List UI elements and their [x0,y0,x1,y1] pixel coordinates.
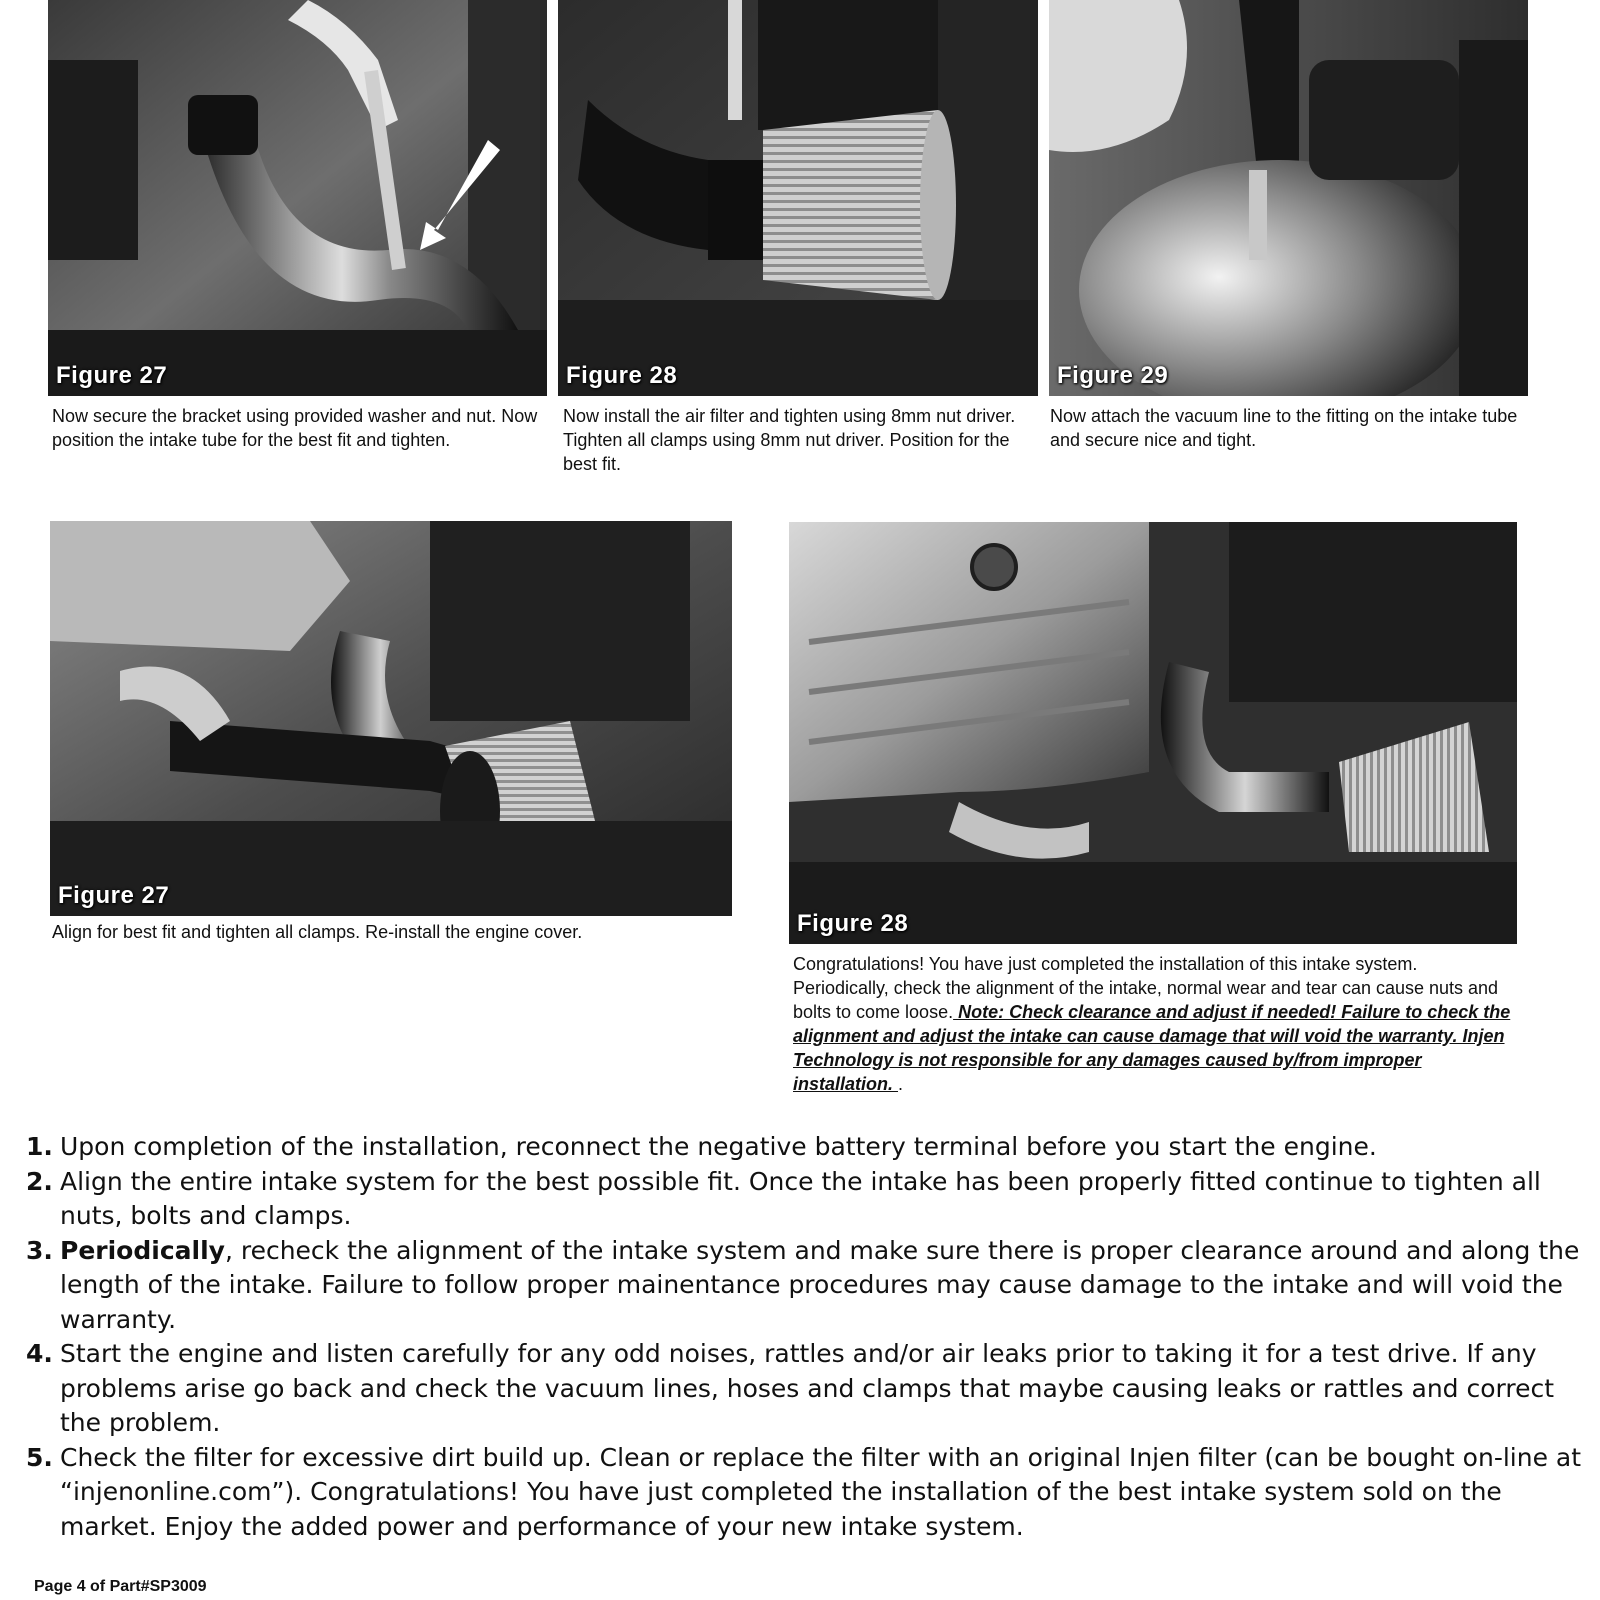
caption-end: . [898,1074,904,1094]
step-1 [26,1130,1586,1165]
step-3 [26,1234,1586,1338]
step-4 [26,1337,1586,1441]
figure-29-photo [1049,0,1528,396]
step-number: 2. [26,1166,53,1196]
step-text: Check the filter for excessive dirt build up. Clean or replace the filter with an original Injen filter (can be bought on-line at “injenonline.com”). Congratulations! You have just completed the installation of the best intake system sold on the market. Enjoy the added power and performance of your new intake system. [60,1442,1582,1541]
warranty-note: Note: Check clearance and adjust if needed! Failure to check the alignment and adjust the intake can cause damage that will void the warranty. Injen Technology is not responsible for any damages caused by/from improper installation. [793,1002,1511,1094]
step-text: Align the entire intake system for the best possible fit. Once the intake has been properly fitted continue to tighten all nuts, bolts and clamps. [60,1166,1541,1230]
figure-27-photo [48,0,547,396]
engine-photo-filter [558,0,1038,396]
figure-label: Figure 27 [56,362,168,389]
figure-label: Figure 27 [58,882,170,909]
engine-bay-photo [50,521,732,916]
figure-29-caption: Now attach the vacuum line to the fitting on the intake tube and secure nice and tight. [1050,406,1518,450]
figure-28-photo [558,0,1038,396]
page-footer: Page 4 of Part#SP3009 [34,1578,207,1595]
congratulations-text: Congratulations! You have just completed the installation of this intake system. Periodically, check the alignment of the intake, normal wear and tear can cause nuts and bolts to come loose. [793,954,1499,1022]
step-number: 4. [26,1339,53,1368]
engine-cover-photo [789,522,1517,944]
figure-28-overview-caption [793,952,1513,1096]
instruction-steps [26,1130,1586,1544]
step-5 [26,1441,1586,1545]
step-number: 1. [26,1132,53,1161]
figure-28-overview-photo [789,522,1517,944]
step-number: 5. [26,1442,53,1472]
engine-photo-bracket [48,0,547,396]
figure-label: Figure 28 [797,910,909,937]
step-text: Upon completion of the installation, reconnect the negative battery terminal before you start the engine. [60,1132,1377,1161]
figure-27-caption: Now secure the bracket using provided washer and nut. Now position the intake tube for the best fit and tighten. [52,406,538,450]
figure-27-overview-photo [50,521,732,916]
step-text: , recheck the alignment of the intake system and make sure there is proper clearance around and along the length of the intake. Failure to follow proper mainentance procedures may cause damage to the intake and will void the warranty. [60,1235,1580,1334]
step-2 [26,1165,1586,1234]
step-text: Start the engine and listen carefully for any odd noises, rattles and/or air leaks prior to taking it for a test drive. If any problems arise go back and check the vacuum lines, hoses and clamps that maybe causing leaks or rattles and correct the problem. [60,1339,1555,1437]
figure-28-caption: Now install the air filter and tighten using 8mm nut driver. Tighten all clamps using 8mm nut driver. Position for the best fit. [563,406,1016,474]
step-emphasis: Periodically [60,1235,225,1265]
step-number: 3. [26,1235,53,1265]
figure-label: Figure 28 [566,362,678,389]
figure-27-overview-caption: Align for best fit and tighten all clamps. Re-install the engine cover. [52,922,583,942]
engine-photo-vacuum-line [1049,0,1528,396]
figure-label: Figure 29 [1057,362,1169,389]
